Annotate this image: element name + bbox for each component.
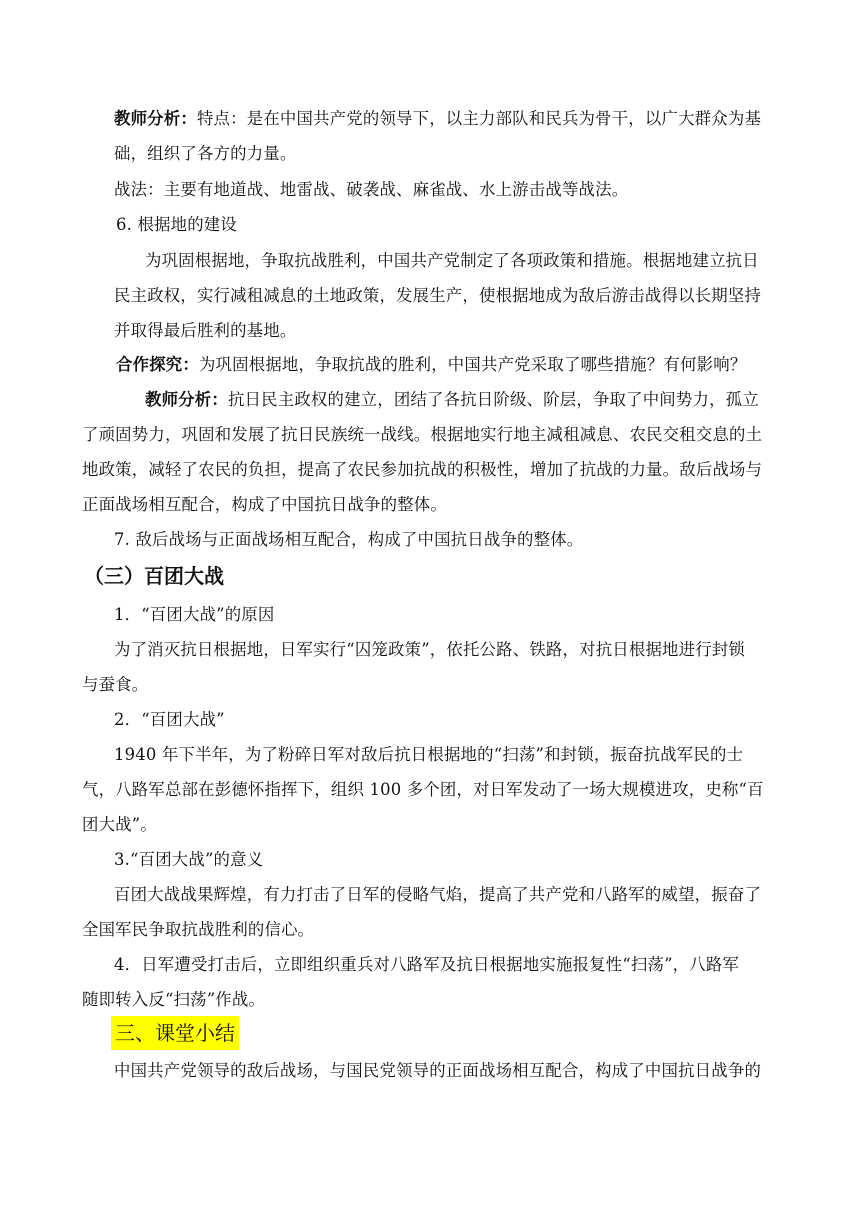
text-line: 1940 年下半年，为了粉碎日军对敌后抗日根据地的“扫荡”和封锁，振奋抗战军民的士 bbox=[114, 745, 744, 764]
subheading-significance: 3.“百团大战”的意义 bbox=[114, 850, 264, 869]
text-line: 与蚕食。 bbox=[82, 675, 149, 694]
text-line: 气，八路军总部在彭德怀指挥下，组织 100 多个团，对日军发动了一场大规模进攻，史称“百 bbox=[82, 780, 764, 799]
text-line: 7. 敌后战场与正面战场相互配合，构成了中国抗日战争的整体。 bbox=[114, 530, 584, 549]
text-line: 随即转入反“扫荡”作战。 bbox=[82, 990, 266, 1009]
cooperative-inquiry-text: 为巩固根据地，争取抗战的胜利，中国共产党采取了哪些措施？有何影响？ bbox=[198, 355, 747, 374]
teacher-analysis-text: 抗日民主政权的建立，团结了各抗日阶级、阶层，争取了中间势力，孤立 bbox=[227, 390, 759, 409]
text-line: 4．日军遭受打击后，立即组织重兵对八路军及抗日根据地实施报复性“扫荡”，八路军 bbox=[114, 955, 740, 974]
cooperative-inquiry-label: 合作探究： bbox=[116, 355, 199, 374]
cooperative-inquiry bbox=[116, 354, 746, 376]
teacher-analysis-label: 教师分析： bbox=[114, 109, 197, 128]
summary-heading: 三、课堂小结 bbox=[111, 1016, 239, 1050]
section-heading-hundred-regiments: （三）百团大战 bbox=[84, 564, 224, 588]
text-line: 正面战场相互配合，构成了中国抗日战争的整体。 bbox=[82, 495, 447, 514]
text-line: 为了消灭抗日根据地，日军实行“囚笼政策”，依托公路、铁路，对抗日根据地进行封锁 bbox=[114, 640, 746, 659]
text-line: 中国共产党领导的敌后战场，与国民党领导的正面战场相互配合，构成了中国抗日战争的 bbox=[114, 1061, 762, 1080]
text-line: 百团大战战果辉煌，有力打击了日军的侵略气焰，提高了共产党和八路军的威望，振奋了 bbox=[114, 885, 762, 904]
text-line: 础，组织了各方的力量。 bbox=[114, 144, 297, 163]
teacher-analysis-paragraph bbox=[114, 108, 761, 130]
text-line: 团大战”。 bbox=[82, 815, 157, 834]
text-line: 了顽固势力，巩固和发展了抗日民族统一战线。根据地实行地主减租减息、农民交租交息的土 bbox=[82, 425, 763, 444]
text-line: 全国军民争取抗战胜利的信心。 bbox=[82, 920, 315, 939]
text-line: 并取得最后胜利的基地。 bbox=[114, 321, 297, 340]
subheading-causes: 1．“百团大战”的原因 bbox=[114, 605, 275, 624]
teacher-analysis-paragraph-2 bbox=[145, 389, 759, 411]
teacher-analysis-text: 特点：是在中国共产党的领导下，以主力部队和民兵为骨干，以广大群众为基 bbox=[196, 109, 762, 128]
text-line: 为巩固根据地，争取抗战胜利，中国共产党制定了各项政策和措施。根据地建立抗日 bbox=[145, 251, 759, 270]
teacher-analysis-label: 教师分析： bbox=[145, 390, 228, 409]
heading-base-building: 6. 根据地的建设 bbox=[116, 215, 237, 234]
subheading-battle: 2．“百团大战” bbox=[114, 710, 225, 729]
text-line: 民主政权，实行减租减息的土地政策，发展生产，使根据地成为敌后游击战得以长期坚持 bbox=[114, 286, 762, 305]
text-line: 地政策，减轻了农民的负担，提高了农民参加抗战的积极性，增加了抗战的力量。敌后战场与 bbox=[82, 460, 763, 479]
tactics-line: 战法：主要有地道战、地雷战、破袭战、麻雀战、水上游击战等战法。 bbox=[114, 180, 629, 199]
